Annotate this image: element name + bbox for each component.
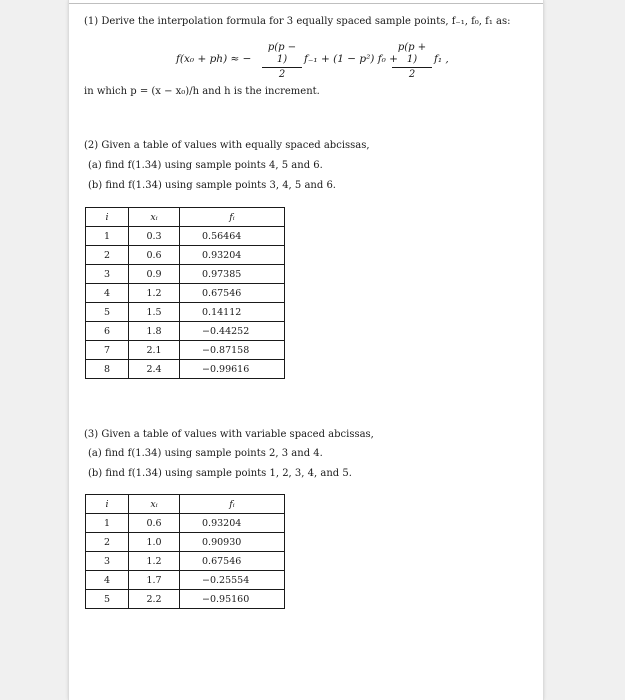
cell-index: 5 <box>86 303 129 322</box>
section2-heading: (2) Given a table of values with equally spaced abcissas, <box>84 140 370 151</box>
section2-item-b: (b) find f(1.34) using sample points 3, 4, 5 and 6. <box>88 180 336 191</box>
variable-spaced-table <box>85 494 285 609</box>
cell-f: −0.87158 <box>180 341 285 360</box>
cell-index: 6 <box>86 322 129 341</box>
fraction-1-denominator: 2 <box>278 69 286 80</box>
cell-index: 3 <box>86 552 129 571</box>
section2-item-a: (a) find f(1.34) using sample points 4, 5 and 6. <box>88 160 323 171</box>
section3-item-b: (b) find f(1.34) using sample points 1, 2, 3, 4, and 5. <box>88 468 352 479</box>
header-f: fᵢ <box>180 495 285 514</box>
table-header-row <box>86 495 285 514</box>
cell-x: 0.6 <box>129 246 180 265</box>
table-header-row <box>86 208 285 227</box>
cell-x: 2.2 <box>129 590 180 609</box>
section1-note: in which p = (x − x₀)/h and h is the increment. <box>84 86 320 97</box>
table-row <box>86 590 285 609</box>
header-index: i <box>86 208 129 227</box>
cell-index: 2 <box>86 246 129 265</box>
section1-heading: (1) Derive the interpolation formula for 3 equally spaced sample points, f₋₁, f₀, f₁ as: <box>84 16 511 27</box>
formula-fraction-1 <box>262 42 302 81</box>
cell-x: 1.5 <box>129 303 180 322</box>
cell-f: 0.90930 <box>180 533 285 552</box>
cell-x: 2.1 <box>129 341 180 360</box>
table-row <box>86 571 285 590</box>
header-x: xᵢ <box>129 208 180 227</box>
table-row <box>86 360 285 379</box>
cell-x: 1.2 <box>129 552 180 571</box>
table-row <box>86 284 285 303</box>
cell-index: 1 <box>86 514 129 533</box>
section3-heading: (3) Given a table of values with variable spaced abcissas, <box>84 429 374 440</box>
cell-index: 4 <box>86 284 129 303</box>
cell-f: −0.44252 <box>180 322 285 341</box>
interpolation-formula <box>176 42 466 80</box>
cell-f: −0.99616 <box>180 360 285 379</box>
cell-index: 3 <box>86 265 129 284</box>
cell-f: 0.93204 <box>180 246 285 265</box>
cell-f: 0.56464 <box>180 227 285 246</box>
cell-index: 8 <box>86 360 129 379</box>
header-f: fᵢ <box>180 208 285 227</box>
table-row <box>86 227 285 246</box>
formula-fraction-2 <box>392 42 432 81</box>
cell-index: 1 <box>86 227 129 246</box>
table-row <box>86 322 285 341</box>
formula-middle: f₋₁ + (1 − p²) f₀ + <box>304 53 398 65</box>
fraction-1-numerator: p(p − 1) <box>267 42 297 65</box>
cell-f: 0.14112 <box>180 303 285 322</box>
table-row <box>86 552 285 571</box>
fraction-2-bar <box>392 67 432 68</box>
cell-x: 2.4 <box>129 360 180 379</box>
cell-x: 1.0 <box>129 533 180 552</box>
table-row <box>86 514 285 533</box>
cell-f: 0.93204 <box>180 514 285 533</box>
cell-f: 0.97385 <box>180 265 285 284</box>
equally-spaced-table <box>85 207 285 379</box>
cell-x: 1.2 <box>129 284 180 303</box>
cell-x: 0.6 <box>129 514 180 533</box>
table-row <box>86 303 285 322</box>
formula-lhs: f(x₀ + ph) ≈ − <box>176 53 252 65</box>
table-row <box>86 533 285 552</box>
fraction-2-denominator: 2 <box>408 69 416 80</box>
cell-x: 1.7 <box>129 571 180 590</box>
cell-x: 1.8 <box>129 322 180 341</box>
cell-f: −0.95160 <box>180 590 285 609</box>
cell-f: 0.67546 <box>180 284 285 303</box>
table-row <box>86 265 285 284</box>
cell-x: 0.9 <box>129 265 180 284</box>
cell-index: 5 <box>86 590 129 609</box>
cell-index: 4 <box>86 571 129 590</box>
cell-f: −0.25554 <box>180 571 285 590</box>
section3-item-a: (a) find f(1.34) using sample points 2, 3 and 4. <box>88 448 323 459</box>
fraction-1-bar <box>262 67 302 68</box>
page-top-rule <box>69 3 543 4</box>
cell-f: 0.67546 <box>180 552 285 571</box>
table-row <box>86 246 285 265</box>
header-index: i <box>86 495 129 514</box>
cell-x: 0.3 <box>129 227 180 246</box>
fraction-2-numerator: p(p + 1) <box>397 42 427 65</box>
cell-index: 2 <box>86 533 129 552</box>
table-row <box>86 341 285 360</box>
formula-tail: f₁ , <box>434 53 449 65</box>
cell-index: 7 <box>86 341 129 360</box>
header-x: xᵢ <box>129 495 180 514</box>
